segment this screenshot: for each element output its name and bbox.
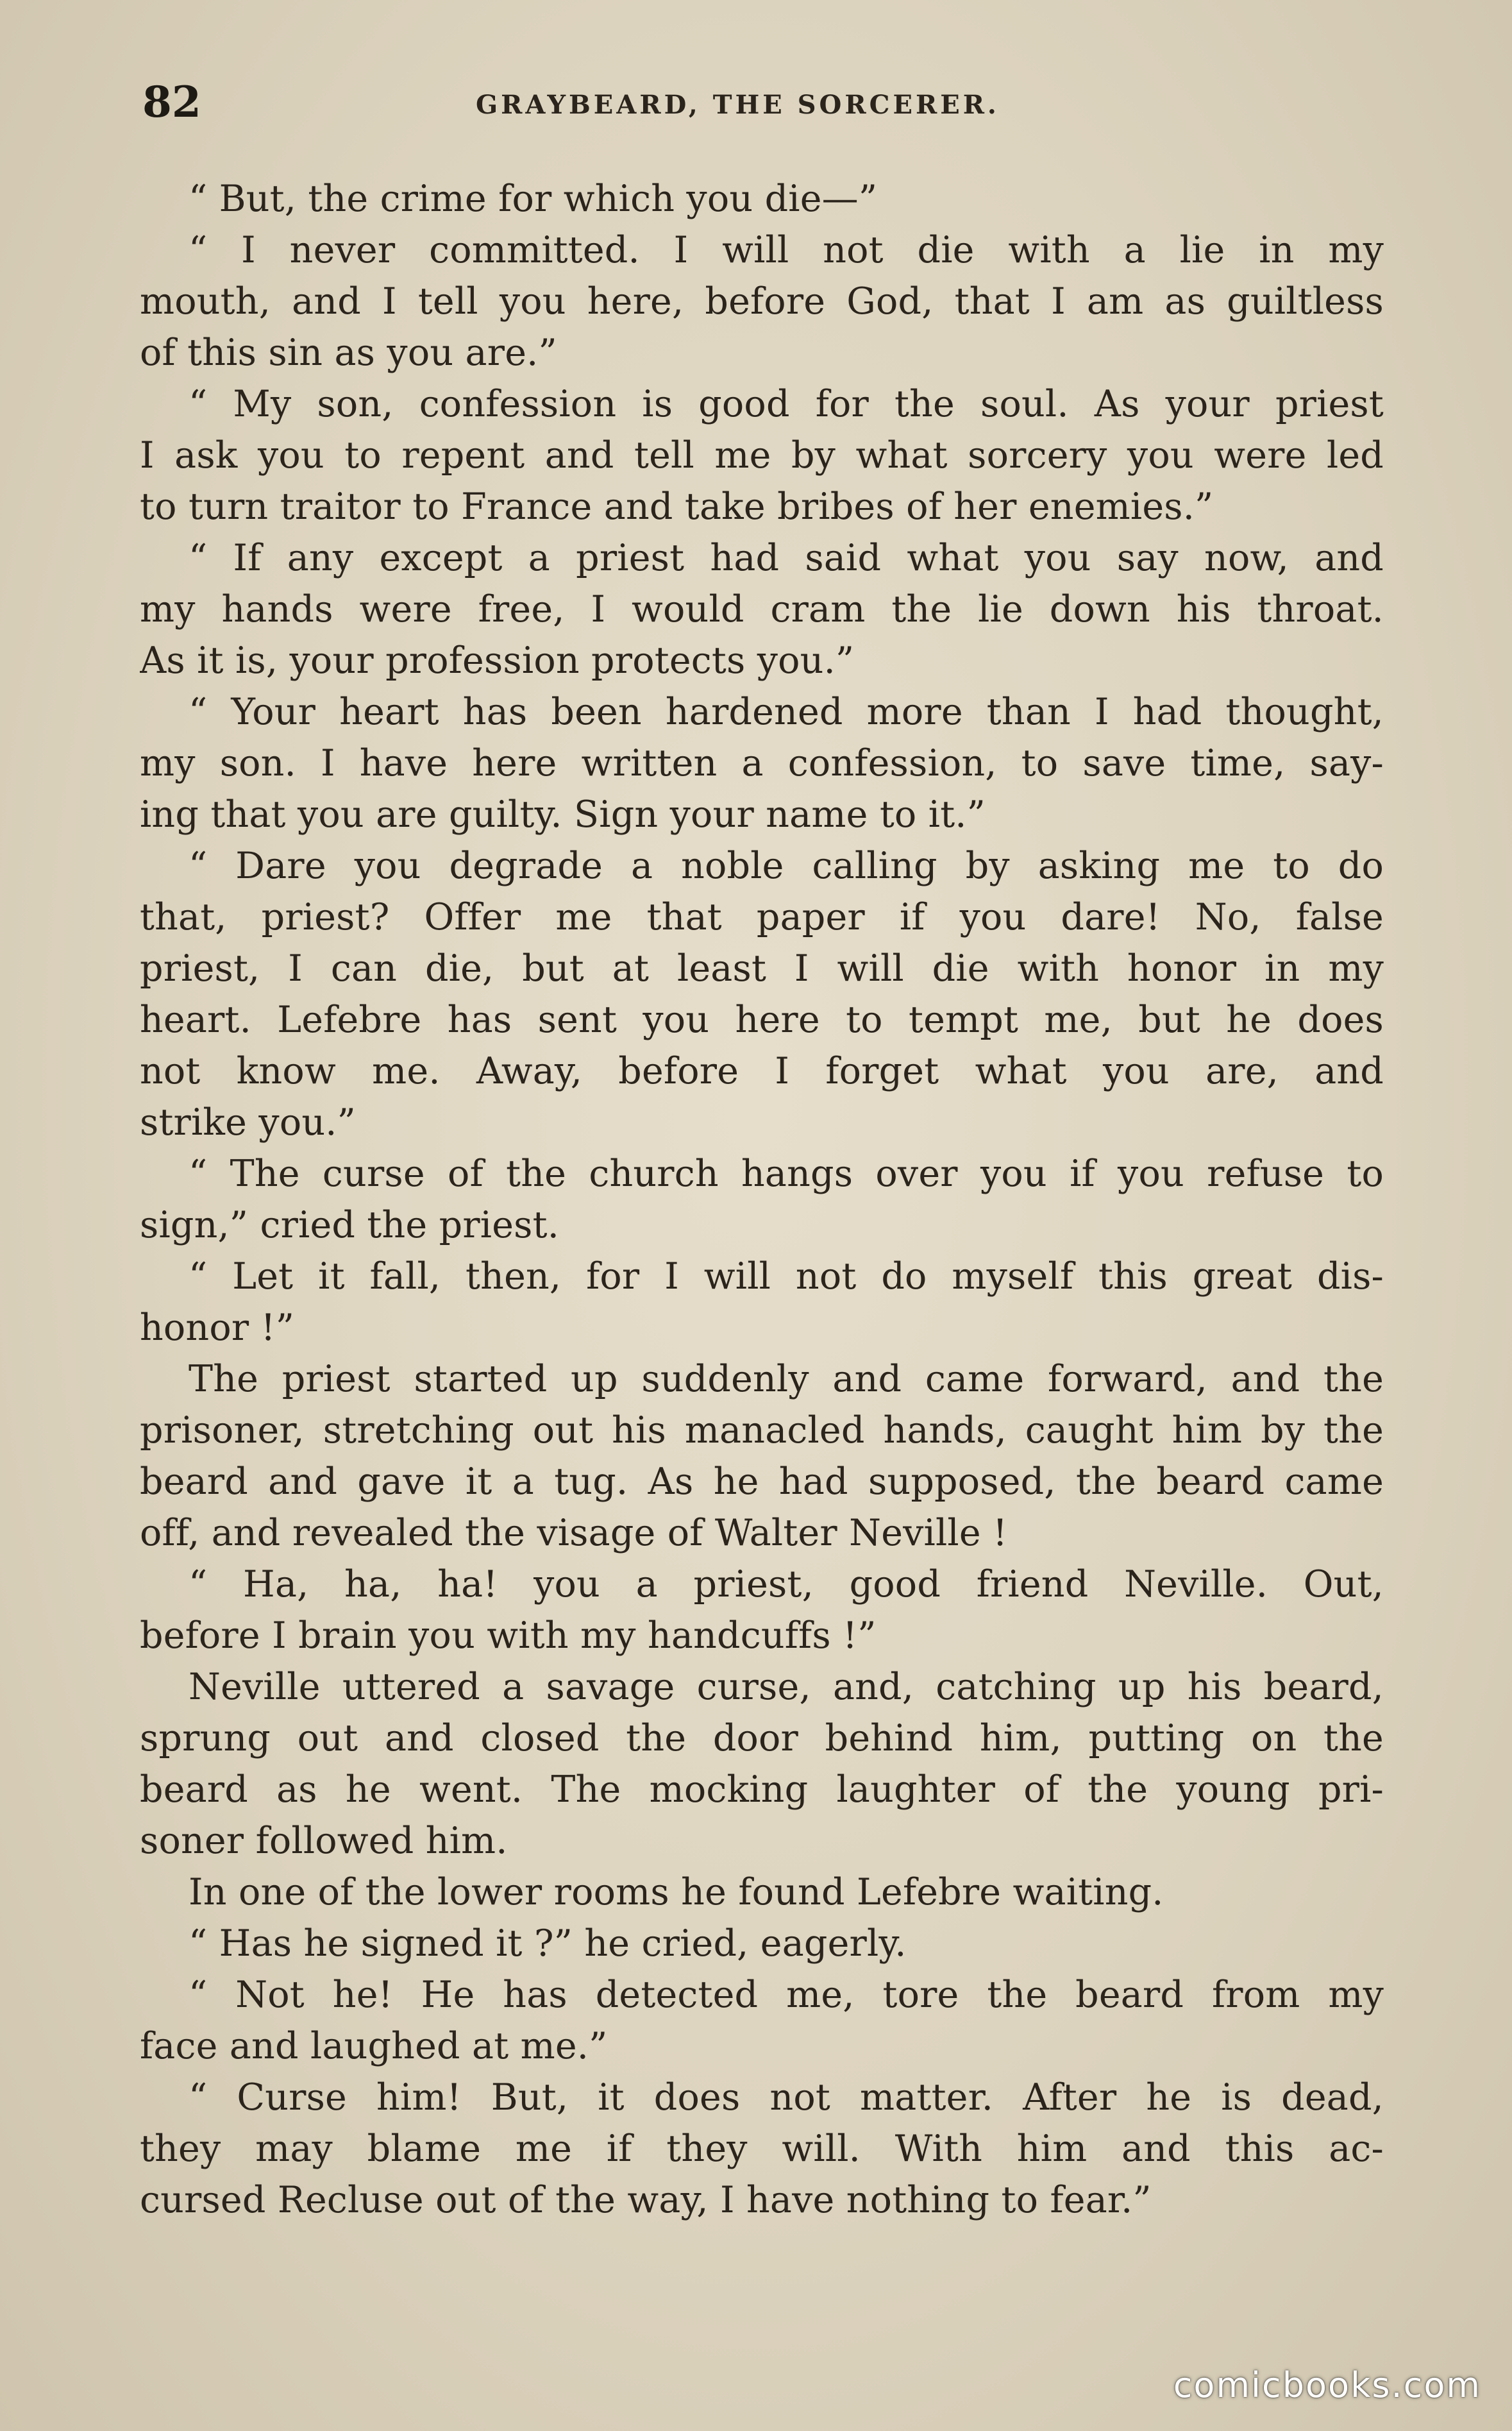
text-line: that, priest? Offer me that paper if you dare! No, false (140, 896, 1384, 938)
text-line: Neville uttered a savage curse, and, catching up his beard, (189, 1666, 1384, 1708)
text-line: beard and gave it a tug. As he had supposed, the beard came (140, 1461, 1384, 1503)
text-line: I ask you to repent and tell me by what sorcery you were led (140, 434, 1384, 477)
text-line: In one of the lower rooms he found Lefebre waiting. (189, 1871, 1164, 1913)
text-line: heart. Lefebre has sent you here to tempt me, but he does (140, 999, 1384, 1041)
running-title: GRAYBEARD, THE SORCERER. (476, 90, 1000, 120)
text-line: “ Curse him! But, it does not matter. After he is dead, (189, 2076, 1384, 2119)
text-line: “ But, the crime for which you die—” (189, 178, 878, 220)
text-line: strike you.” (140, 1101, 356, 1144)
text-line: “ Has he signed it ?” he cried, eagerly. (189, 1922, 907, 1965)
text-line: sign,” cried the priest. (140, 1204, 560, 1246)
text-line: prisoner, stretching out his manacled hands, caught him by the (140, 1409, 1384, 1452)
watermark: comicbooks.com (1173, 2365, 1481, 2405)
text-line: “ Dare you degrade a noble calling by asking me to do (189, 845, 1384, 887)
text-line: of this sin as you are.” (140, 332, 557, 374)
text-line: beard as he went. The mocking laughter of the young pri- (140, 1768, 1384, 1811)
text-line: before I brain you with my handcuffs !” (140, 1614, 877, 1657)
text-line: to turn traitor to France and take bribes of her enemies.” (140, 486, 1214, 528)
page-header (142, 77, 1386, 128)
text-line: “ If any except a priest had said what you say now, and (189, 537, 1384, 579)
text-line: face and laughed at me.” (140, 2025, 608, 2067)
text-line: honor !” (140, 1307, 295, 1349)
text-line: “ Ha, ha, ha! you a priest, good friend Neville. Out, (189, 1563, 1384, 1605)
text-line: priest, I can die, but at least I will die with honor in my (140, 947, 1384, 990)
text-line: they may blame me if they will. With him and this ac- (140, 2128, 1384, 2170)
body-text (140, 173, 1384, 2226)
text-line: my hands were free, I would cram the lie down his throat. (140, 588, 1384, 631)
text-line: The priest started up suddenly and came forward, and the (189, 1358, 1384, 1400)
text-line: “ The curse of the church hangs over you if you refuse to (189, 1153, 1384, 1195)
text-line: “ Not he! He has detected me, tore the beard from my (189, 1974, 1384, 2016)
text-line: “ I never committed. I will not die with a lie in my (189, 229, 1384, 271)
text-line: “ Let it fall, then, for I will not do myself this great dis- (189, 1255, 1384, 1298)
text-line: mouth, and I tell you here, before God, that I am as guiltless (140, 280, 1384, 323)
text-line: sprung out and closed the door behind him, putting on the (140, 1717, 1384, 1759)
text-line: “ Your heart has been hardened more than I had thought, (189, 691, 1384, 733)
text-line: cursed Recluse out of the way, I have nothing to fear.” (140, 2179, 1152, 2221)
text-line: soner followed him. (140, 1820, 508, 1862)
text-line: ing that you are guilty. Sign your name to it.” (140, 793, 986, 836)
text-line: my son. I have here written a confession, to save time, say- (140, 742, 1384, 784)
text-line: As it is, your profession protects you.” (140, 640, 855, 682)
text-line: “ My son, confession is good for the soul. As your priest (189, 383, 1384, 425)
text-line: not know me. Away, before I forget what you are, and (140, 1050, 1384, 1092)
text-line: off, and revealed the visage of Walter Neville ! (140, 1512, 1008, 1554)
page-number: 82 (142, 77, 201, 127)
